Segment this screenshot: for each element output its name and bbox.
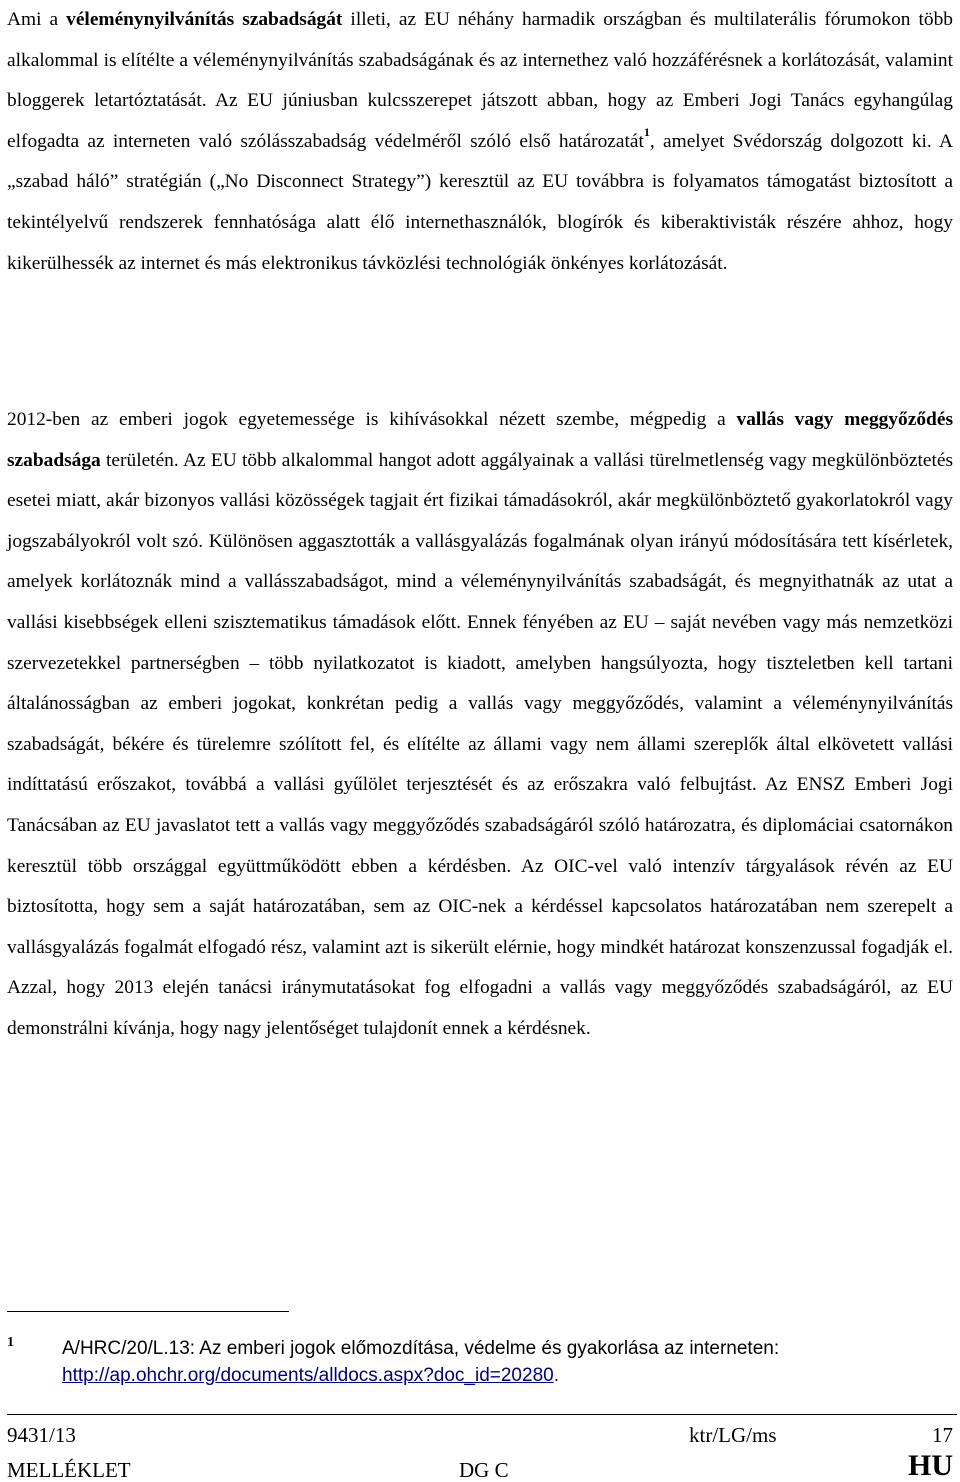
footnote-end: .: [553, 1365, 559, 1386]
p1-text-middle: illeti, az EU néhány harmadik országban és multilaterális fórumokon több alkalommal is elítélte a véleménynyilvánítás szabadságának és az internethez való hozzáférésnek a korlátozását, valamint bloggerek letartóztatását. Az EU júniusban kulcsszerepet játszott abban, hogy az Emberi Jogi Tanács egyhangúlag elfogadta az interneten való szólásszabadság védelméről szóló első határozatát: [7, 9, 953, 152]
footnote-text: A/HRC/20/L.13: Az emberi jogok előmozdítása, védelme és gyakorlása az interneten:: [62, 1338, 780, 1359]
p2-text-start: 2012-ben az emberi jogok egyetemessége is kihívásokkal nézett szembe, mégpedig a: [7, 409, 737, 430]
footnote-reference[interactable]: 1: [643, 125, 650, 140]
footnote-link[interactable]: http://ap.ohchr.org/documents/alldocs.aspx?doc_id=20280: [62, 1365, 554, 1386]
doc-number: 9431/13: [7, 1423, 76, 1447]
author-initials: ktr/LG/ms: [689, 1423, 777, 1447]
footnote-separator: [7, 1311, 289, 1312]
footnote-body: [62, 1335, 953, 1389]
p1-text-end: , amelyet Svédország dolgozott ki. A „szabad háló” stratégián („No Disconnect Strategy”) keresztül az EU továbbra is folyamatos támogatást biztosított a tekintélyelvű rendszerek fennhatósága alatt élő internethasználók, blogírók és kiberaktivisták részére ahhoz, hogy kikerülhessék az internet és más elektronikus távközlési technológiák önkényes korlátozását.: [7, 130, 953, 274]
annex-label: MELLÉKLET: [7, 1458, 131, 1482]
page-number: 17: [932, 1423, 953, 1447]
paragraph-freedom-of-expression: [7, 0, 953, 284]
p2-text-rest: területén. Az EU több alkalommal hangot adott aggályainak a vallási türelmetlenség vagy megkülönböztetés esetei miatt, akár bizonyos vallási közösségek tagjait ért fizikai támadásokról, akár megkülönböztető gyakorlatokról vagy jogszabályokról volt szó. Különösen aggasztották a vallásgyalázás fogalmának olyan irányú módosítására tett kísérletek, amelyek korlátoznák mind a vallásszabadságot, mind a véleménynyilvánítás szabadságát, és megnyithatnák az utat a vallási kisebbségek elleni szisztematikus támadások előtt. Ennek fényében az EU – saját nevében vagy más nemzetközi szervezetekkel partnerségben – több nyilatkozatot is kiadott, amelyben hangsúlyozta, hogy tiszteletben kell tartani általánosságban az emberi jogokat, konkrétan pedig a vallás vagy meggyőződés, valamint a véleménynyilvánítás szabadságát, békére és türelemre szólított fel, és elítélte az állami vagy nem állami szereplők által elkövetett vallási indíttatású erőszakot, továbbá a vallási gyűlölet terjesztését és az erőszakra való felbujtást. Az ENSZ Emberi Jogi Tanácsában az EU javaslatot tett a vallás vagy meggyőződés szabadságáról szóló határozatra, és diplomáciai csatornákon keresztül több országgal együttműködött ebben a kérdésben. Az OIC-vel való intenzív tárgyalások révén az EU biztosította, hogy sem a saját határozatában, sem az OIC-nek a kérdéssel kapcsolatos határozatában nem szerepelt a vallásgyalázás fogalmát elfogadó rész, valamint azt is sikerült elérnie, hogy mindkét határozat konszenzussal fogadják el. Azzal, hogy 2013 elején tanácsi iránymutatásokat fog elfogadni a vallás vagy meggyőződés szabadságáról, az EU demonstrálni kívánja, hogy nagy jelentőséget tulajdonít ennek a kérdésnek.: [7, 449, 953, 1039]
footnote-mark: 1: [7, 1335, 14, 1350]
paragraph-freedom-of-religion: [7, 400, 953, 1050]
footer-separator: [7, 1414, 957, 1415]
directorate-label: DG C: [459, 1458, 509, 1482]
p1-bold-term: véleménynyilvánítás szabadságát: [66, 9, 343, 30]
footnote: [7, 1335, 953, 1389]
p1-text-start: Ami a: [7, 9, 67, 30]
language-code: HU: [908, 1449, 953, 1482]
p2-bold-term: vallás vagy meggyőződés szabadsága: [7, 409, 953, 471]
